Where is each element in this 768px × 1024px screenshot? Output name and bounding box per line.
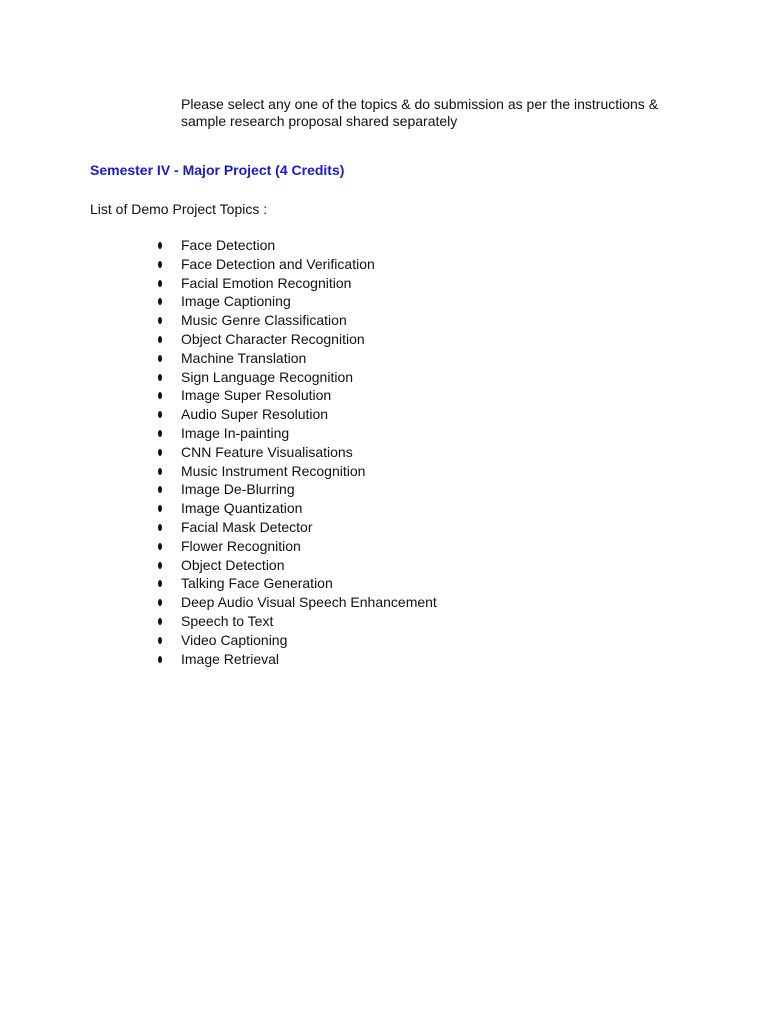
list-item-label: Talking Face Generation: [181, 575, 333, 592]
list-item-label: Sign Language Recognition: [181, 368, 354, 385]
list-item-label: Image In-painting: [181, 424, 290, 441]
topic-list: [155, 236, 437, 668]
list-item-label: Face Detection: [181, 237, 276, 253]
bullet-icon: [158, 355, 162, 362]
list-item: [155, 631, 437, 650]
bullet-icon: [158, 280, 162, 287]
list-item: [155, 462, 437, 481]
bullet-icon: [158, 411, 162, 418]
list-item: [155, 480, 437, 499]
list-item-label: Deep Audio Visual Speech Enhancement: [181, 594, 437, 611]
section-heading: Semester IV - Major Project (4 Credits): [90, 162, 345, 178]
list-item: [155, 292, 437, 311]
list-item-label: Video Captioning: [181, 631, 288, 648]
bullet-icon: [158, 242, 162, 249]
list-item: [155, 424, 437, 443]
list-item-label: Image Quantization: [181, 500, 303, 517]
bullet-icon: [158, 562, 162, 569]
bullet-icon: [158, 430, 162, 437]
bullet-icon: [158, 374, 162, 381]
bullet-icon: [158, 505, 162, 512]
list-item: [155, 274, 437, 293]
bullet-icon: [158, 637, 162, 644]
list-item-label: Facial Mask Detector: [181, 518, 313, 535]
list-item: [155, 650, 437, 669]
list-item: [155, 311, 437, 330]
list-item-label: Audio Super Resolution: [181, 406, 329, 423]
bullet-icon: [158, 543, 162, 550]
list-item: [155, 368, 437, 387]
list-item-label: Machine Translation: [181, 349, 307, 366]
bullet-icon: [158, 468, 162, 475]
list-item: [155, 499, 437, 518]
list-item: [155, 612, 437, 631]
list-item: [155, 537, 437, 556]
list-item: [155, 405, 437, 424]
list-item: [155, 349, 437, 368]
list-item-label: Image Super Resolution: [181, 387, 332, 404]
list-item-label: CNN Feature Visualisations: [181, 443, 353, 460]
bullet-icon: [158, 261, 162, 268]
list-item-label: Speech to Text: [181, 612, 274, 629]
bullet-icon: [158, 298, 162, 305]
list-item-label: Flower Recognition: [181, 537, 301, 554]
list-item: [155, 574, 437, 593]
list-item: [155, 255, 437, 274]
list-label: List of Demo Project Topics :: [90, 201, 268, 217]
bullet-icon: [158, 524, 162, 531]
bullet-icon: [158, 486, 162, 493]
bullet-icon: [158, 599, 162, 606]
bullet-icon: [158, 317, 162, 324]
list-item: [155, 443, 437, 462]
list-item-label: Image De-Blurring: [181, 481, 295, 498]
list-item-label: Music Genre Classification: [181, 312, 347, 329]
list-item-label: Music Instrument Recognition: [181, 462, 366, 479]
instructions-line-1: Please select any one of the topics & do submission as per the instructions &: [181, 96, 659, 112]
list-item: [155, 236, 437, 255]
list-item-label: Image Retrieval: [181, 650, 280, 667]
list-item: [155, 330, 437, 349]
bullet-icon: [158, 336, 162, 343]
list-item: [155, 386, 437, 405]
list-item: [155, 556, 437, 575]
bullet-icon: [158, 656, 162, 663]
list-item-label: Face Detection and Verification: [181, 255, 375, 272]
instructions-line-2: sample research proposal shared separately: [181, 113, 458, 129]
list-item: [155, 593, 437, 612]
bullet-icon: [158, 449, 162, 456]
list-item: [155, 518, 437, 537]
bullet-icon: [158, 580, 162, 587]
list-item-label: Object Detection: [181, 556, 285, 573]
list-item-label: Object Character Recognition: [181, 330, 365, 347]
instructions-text: [181, 96, 721, 130]
list-item-label: Facial Emotion Recognition: [181, 274, 352, 291]
list-item-label: Image Captioning: [181, 293, 291, 310]
bullet-icon: [158, 392, 162, 399]
bullet-icon: [158, 618, 162, 625]
